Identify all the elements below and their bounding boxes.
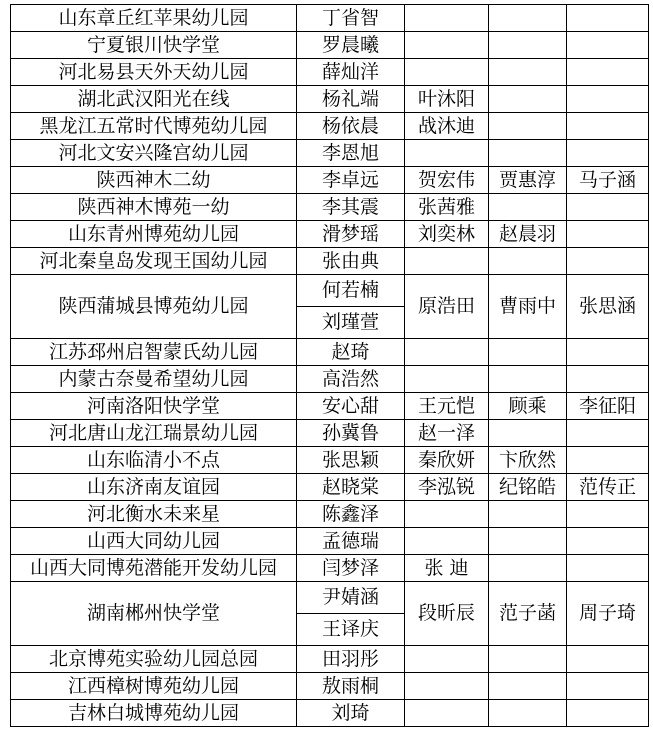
student-name-cell: 杨礼端 (297, 86, 405, 113)
student-name-cell: 王元恺 (405, 393, 489, 420)
school-name-cell: 山西大同博苑潜能开发幼儿园 (11, 555, 297, 582)
school-name-cell: 河北文安兴隆宫幼儿园 (11, 140, 297, 167)
student-name-cell: 丁省智 (297, 5, 405, 32)
student-name-cell: 卞欣然 (489, 447, 567, 474)
student-name-cell (489, 555, 567, 582)
student-name-cell (567, 420, 649, 447)
student-name-cell: 张由典 (297, 248, 405, 275)
student-name-cell (489, 420, 567, 447)
student-name-cell (405, 5, 489, 32)
student-name-cell (489, 32, 567, 59)
table-row (11, 113, 649, 140)
student-name-cell: 李泓锐 (405, 474, 489, 501)
student-name-cell: 赵一泽 (405, 420, 489, 447)
student-name-cell: 孟德瑞 (297, 528, 405, 555)
student-name-cell: 赵琦 (297, 339, 405, 366)
student-name-cell (489, 5, 567, 32)
student-name-cell (405, 501, 489, 528)
student-name-cell: 刘琦 (297, 700, 405, 727)
student-name-cell (489, 673, 567, 700)
student-name-cell (489, 501, 567, 528)
table-row (11, 501, 649, 528)
student-name-cell (405, 366, 489, 393)
student-name-cell (567, 140, 649, 167)
student-name-cell: 张 迪 (405, 555, 489, 582)
table-row (11, 474, 649, 501)
student-name-cell (567, 86, 649, 113)
table-row (11, 5, 649, 32)
student-name-cell (489, 700, 567, 727)
student-name-cell: 何若楠 (297, 275, 405, 307)
student-name-cell: 赵晓棠 (297, 474, 405, 501)
student-name-cell (489, 194, 567, 221)
student-name-cell (489, 339, 567, 366)
student-name-cell (489, 140, 567, 167)
school-name-cell: 宁夏银川快学堂 (11, 32, 297, 59)
table-row (11, 528, 649, 555)
table-row (11, 582, 649, 614)
student-name-cell (567, 673, 649, 700)
student-name-cell: 纪铭皓 (489, 474, 567, 501)
student-name-cell: 范传正 (567, 474, 649, 501)
student-name-cell (567, 194, 649, 221)
student-name-cell (489, 528, 567, 555)
student-name-cell (567, 447, 649, 474)
student-name-cell (405, 646, 489, 673)
school-name-cell: 内蒙古奈曼希望幼儿园 (11, 366, 297, 393)
student-name-cell: 李恩旭 (297, 140, 405, 167)
school-name-cell: 湖北武汉阳光在线 (11, 86, 297, 113)
school-name-cell: 河北秦皇岛发现王国幼儿园 (11, 248, 297, 275)
student-name-cell: 田羽彤 (297, 646, 405, 673)
student-name-cell: 秦欣妍 (405, 447, 489, 474)
school-name-cell: 山东章丘红苹果幼儿园 (11, 5, 297, 32)
school-name-cell: 山东济南友谊园 (11, 474, 297, 501)
school-name-cell: 吉林白城博苑幼儿园 (11, 700, 297, 727)
table-row (11, 447, 649, 474)
table-row (11, 646, 649, 673)
school-name-cell: 陕西神木博苑一幼 (11, 194, 297, 221)
student-name-cell (405, 140, 489, 167)
student-name-cell (489, 366, 567, 393)
student-name-cell: 孙冀鲁 (297, 420, 405, 447)
student-name-cell: 罗晨曦 (297, 32, 405, 59)
student-name-cell: 李征阳 (567, 393, 649, 420)
school-name-cell: 山东临清小不点 (11, 447, 297, 474)
table-row (11, 194, 649, 221)
table-row (11, 140, 649, 167)
student-name-cell: 王译庆 (297, 614, 405, 646)
student-name-cell: 滑梦瑶 (297, 221, 405, 248)
student-name-cell: 陈鑫泽 (297, 501, 405, 528)
student-name-cell: 敖雨桐 (297, 673, 405, 700)
school-name-cell: 山东青州博苑幼儿园 (11, 221, 297, 248)
student-name-cell (567, 528, 649, 555)
student-name-cell (405, 59, 489, 86)
school-name-cell: 河北唐山龙江瑞景幼儿园 (11, 420, 297, 447)
school-name-cell: 陕西神木二幼 (11, 167, 297, 194)
student-name-cell: 周子琦 (567, 582, 649, 646)
student-name-cell: 贺宏伟 (405, 167, 489, 194)
school-name-cell: 江苏邳州启智蒙氏幼儿园 (11, 339, 297, 366)
student-name-cell: 原浩田 (405, 275, 489, 339)
school-name-cell: 江西樟树博苑幼儿园 (11, 673, 297, 700)
school-name-cell: 河南洛阳快学堂 (11, 393, 297, 420)
student-name-cell: 高浩然 (297, 366, 405, 393)
student-name-cell: 贾惠淳 (489, 167, 567, 194)
student-name-cell (567, 501, 649, 528)
school-name-cell: 黑龙江五常时代博苑幼儿园 (11, 113, 297, 140)
student-name-cell (405, 528, 489, 555)
table-row (11, 366, 649, 393)
student-name-cell: 刘瑾萱 (297, 307, 405, 339)
table-row (11, 32, 649, 59)
table-row (11, 393, 649, 420)
student-name-cell (567, 366, 649, 393)
student-name-cell: 战沐迪 (405, 113, 489, 140)
table-row (11, 248, 649, 275)
table-row (11, 275, 649, 307)
student-name-cell (405, 339, 489, 366)
school-name-cell: 陕西蒲城县博苑幼儿园 (11, 275, 297, 339)
student-name-cell: 薛灿洋 (297, 59, 405, 86)
table-row (11, 59, 649, 86)
student-name-cell: 李其震 (297, 194, 405, 221)
school-name-cell: 北京博苑实验幼儿园总园 (11, 646, 297, 673)
student-name-cell (489, 248, 567, 275)
table-row (11, 420, 649, 447)
student-name-cell: 段昕辰 (405, 582, 489, 646)
student-name-cell: 马子涵 (567, 167, 649, 194)
table-row (11, 700, 649, 727)
student-name-cell (567, 221, 649, 248)
student-name-cell (567, 700, 649, 727)
student-name-cell: 刘奕林 (405, 221, 489, 248)
award-table-body (11, 5, 649, 727)
student-name-cell (489, 113, 567, 140)
student-name-cell (489, 59, 567, 86)
student-name-cell (567, 339, 649, 366)
table-row (11, 86, 649, 113)
student-name-cell (405, 700, 489, 727)
student-name-cell (567, 646, 649, 673)
student-name-cell (405, 32, 489, 59)
table-row (11, 555, 649, 582)
student-name-cell (567, 59, 649, 86)
student-name-cell (405, 673, 489, 700)
student-name-cell: 曹雨中 (489, 275, 567, 339)
school-name-cell: 河北易县天外天幼儿园 (11, 59, 297, 86)
student-name-cell (567, 248, 649, 275)
student-name-cell: 范子菡 (489, 582, 567, 646)
student-name-cell (405, 248, 489, 275)
student-name-cell: 闫梦泽 (297, 555, 405, 582)
student-name-cell: 张思涵 (567, 275, 649, 339)
award-table (10, 4, 649, 727)
student-name-cell (567, 555, 649, 582)
student-name-cell: 张思颖 (297, 447, 405, 474)
school-name-cell: 河北衡水未来星 (11, 501, 297, 528)
student-name-cell (489, 646, 567, 673)
student-name-cell (489, 86, 567, 113)
student-name-cell: 赵晨羽 (489, 221, 567, 248)
student-name-cell: 张茜雅 (405, 194, 489, 221)
student-name-cell (567, 32, 649, 59)
table-row (11, 339, 649, 366)
table-row (11, 673, 649, 700)
student-name-cell: 顾乘 (489, 393, 567, 420)
student-name-cell (567, 5, 649, 32)
table-row (11, 221, 649, 248)
student-name-cell: 李卓远 (297, 167, 405, 194)
student-name-cell (567, 113, 649, 140)
school-name-cell: 山西大同幼儿园 (11, 528, 297, 555)
student-name-cell: 杨依晨 (297, 113, 405, 140)
student-name-cell: 叶沐阳 (405, 86, 489, 113)
school-name-cell: 湖南郴州快学堂 (11, 582, 297, 646)
student-name-cell: 尹婧涵 (297, 582, 405, 614)
table-row (11, 167, 649, 194)
student-name-cell: 安心甜 (297, 393, 405, 420)
